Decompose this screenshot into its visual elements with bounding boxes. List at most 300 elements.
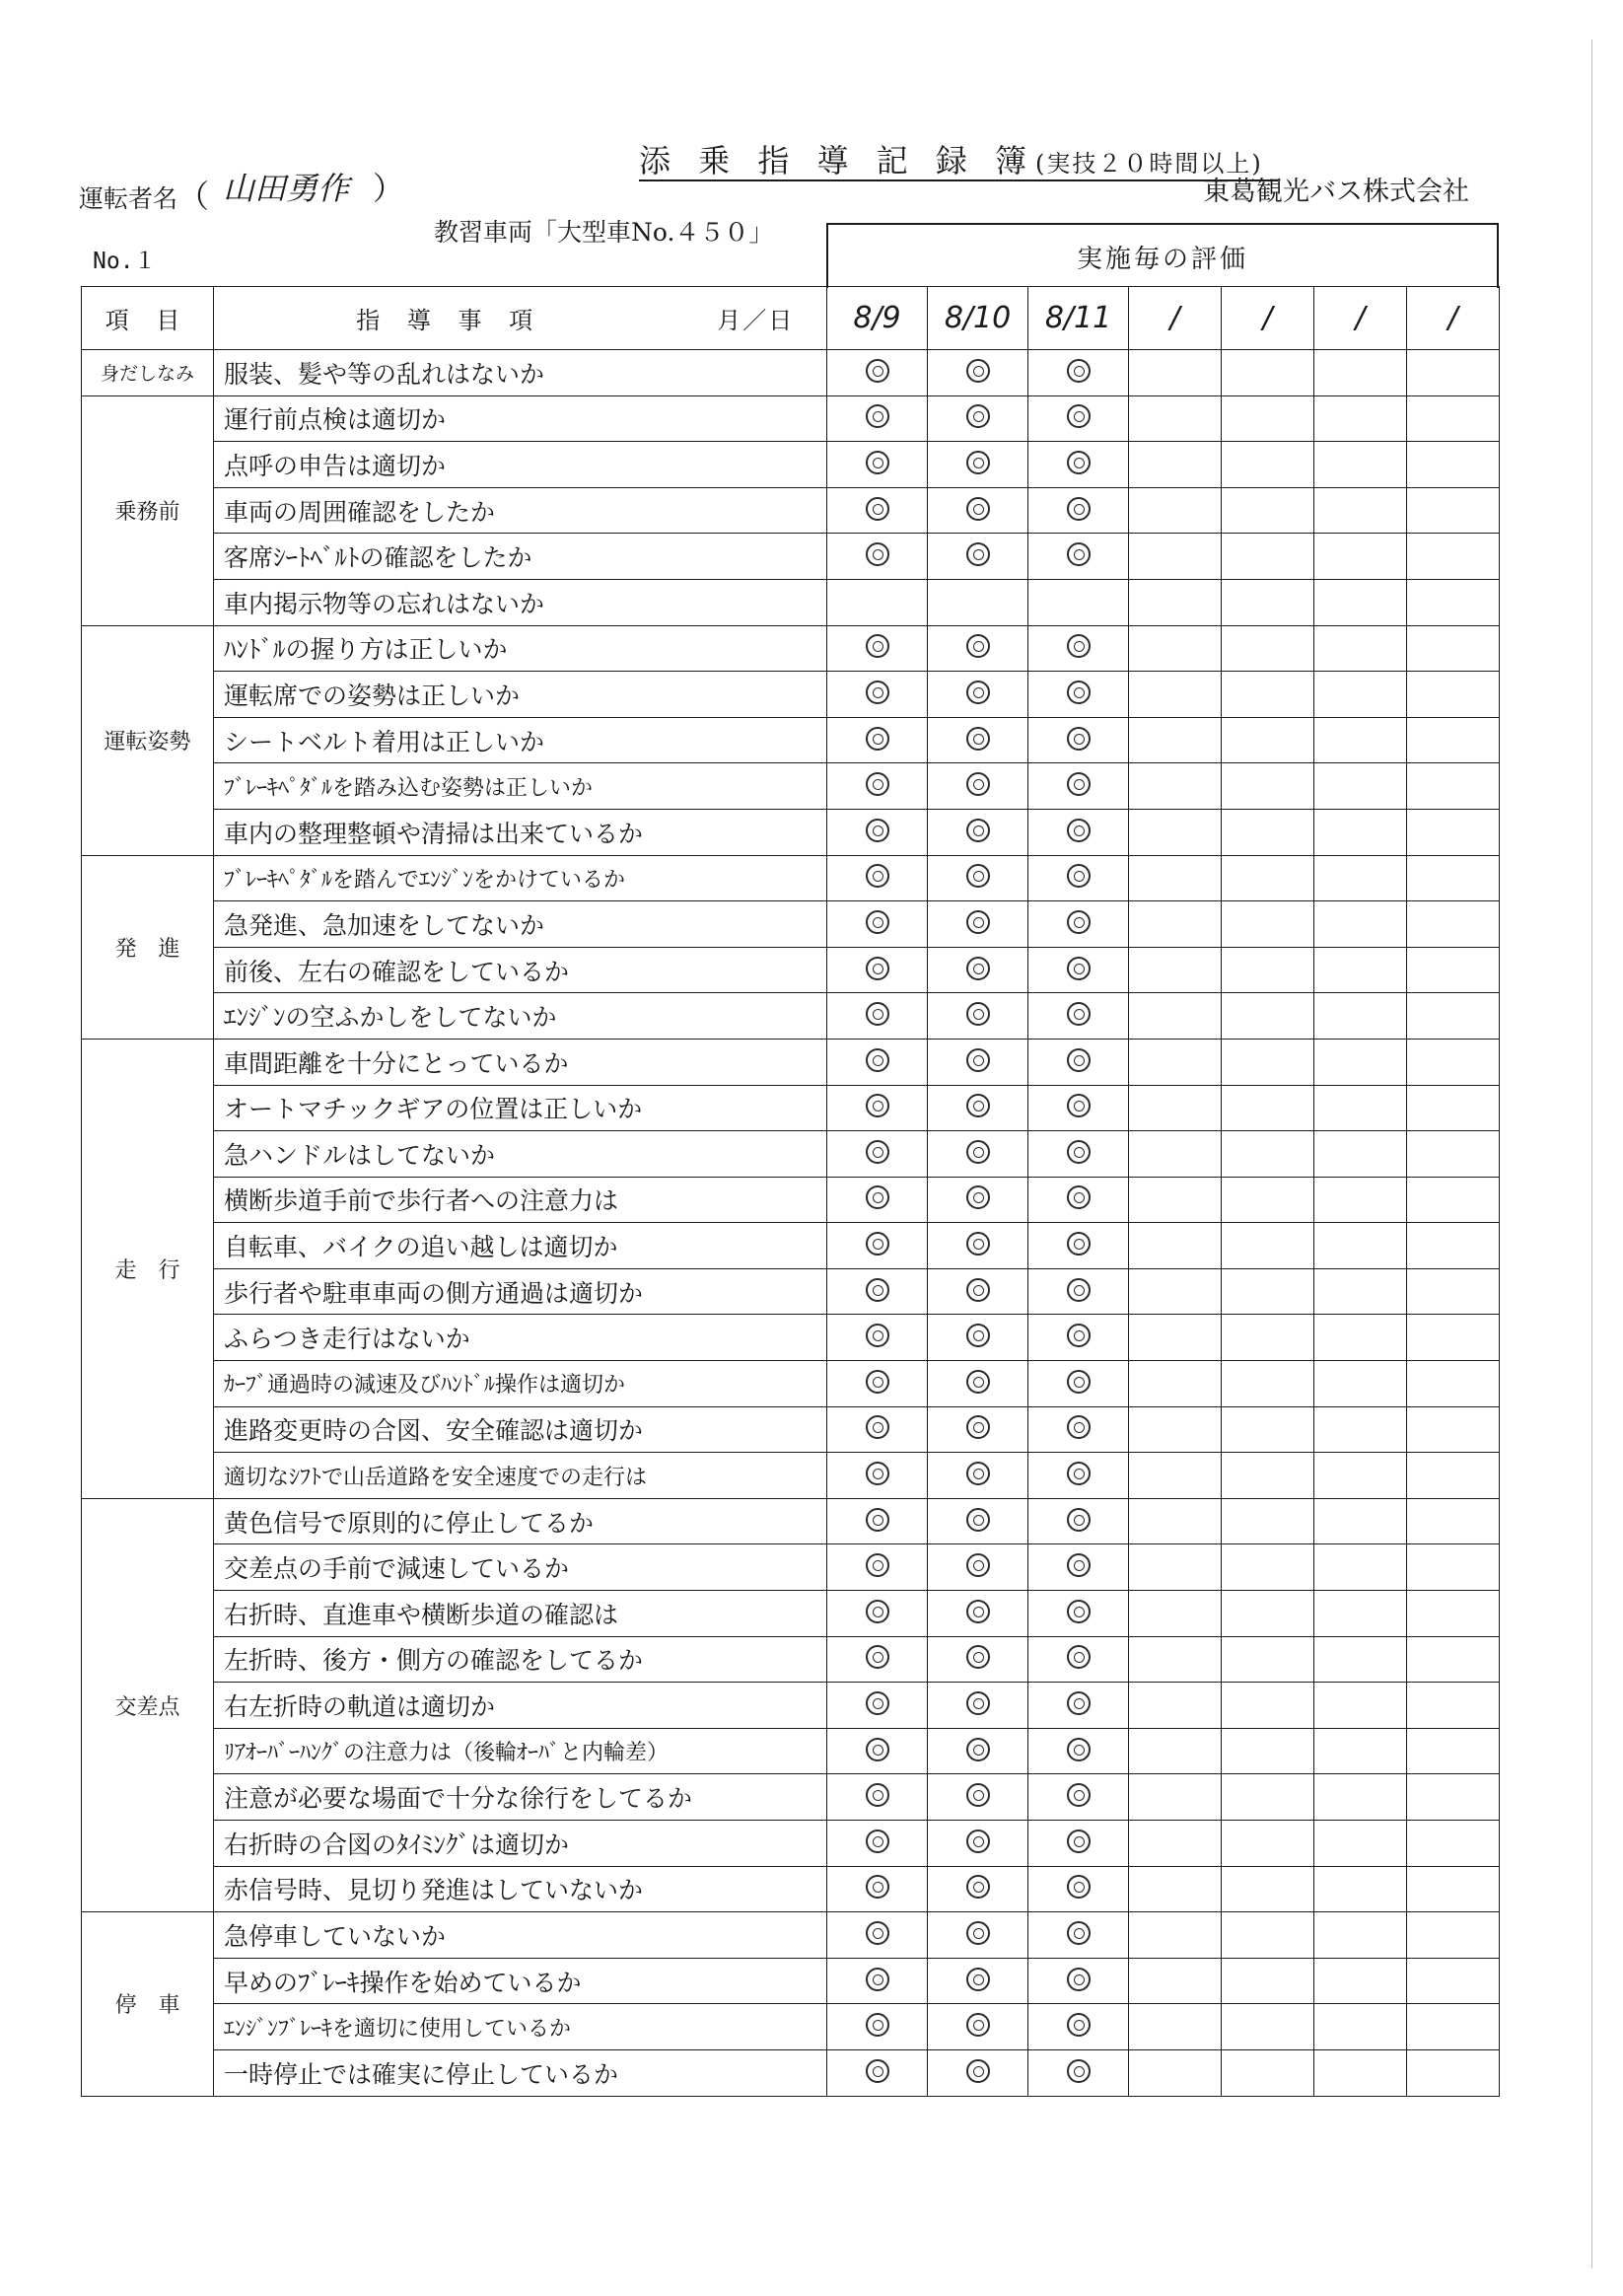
evaluation-cell [827, 855, 928, 901]
evaluation-cell [928, 1361, 1028, 1407]
double-circle-mark-icon [1067, 1324, 1091, 1347]
evaluation-cell [827, 395, 928, 442]
double-circle-mark-icon [866, 1324, 889, 1347]
evaluation-cell [928, 1544, 1028, 1591]
evaluation-cell [1407, 1774, 1500, 1821]
double-circle-mark-icon [966, 1691, 990, 1715]
evaluation-cell [827, 763, 928, 810]
double-circle-mark-icon [966, 1968, 990, 1991]
double-circle-mark-icon [966, 864, 990, 888]
checklist-row [82, 1821, 1500, 1867]
evaluation-cell [1407, 395, 1500, 442]
evaluation-cell [827, 1268, 928, 1315]
evaluation-cell [1314, 579, 1407, 625]
evaluation-cell [1129, 1774, 1222, 1821]
checklist-row [82, 534, 1500, 580]
evaluation-cell [928, 1821, 1028, 1867]
double-circle-mark-icon [866, 819, 889, 842]
guidance-item: 右左折時の軌道は適切か [214, 1683, 827, 1729]
double-circle-mark-icon [966, 1553, 990, 1577]
evaluation-cell [1222, 1683, 1314, 1729]
evaluation-cell [1222, 1131, 1314, 1178]
evaluation-cell [1314, 717, 1407, 763]
double-circle-mark-icon [966, 1645, 990, 1669]
evaluation-cell [1407, 1453, 1500, 1499]
evaluation-cell [928, 1406, 1028, 1453]
evaluation-cell [1028, 2004, 1129, 2050]
double-circle-mark-icon [1067, 1921, 1091, 1945]
guidance-item: 運行前点検は適切か [214, 395, 827, 442]
evaluation-cell [1129, 1177, 1222, 1223]
evaluation-cell [1028, 947, 1129, 993]
page-number: No.１ [93, 249, 157, 274]
double-circle-mark-icon [966, 2013, 990, 2037]
evaluation-cell [1222, 1039, 1314, 1085]
double-circle-mark-icon [1067, 634, 1091, 658]
double-circle-mark-icon [966, 957, 990, 980]
driver-name-text: 山田勇作 [223, 170, 350, 207]
double-circle-mark-icon [866, 497, 889, 521]
evaluation-cell [827, 1177, 928, 1223]
evaluation-cell [1314, 1912, 1407, 1959]
evaluation-cell [1314, 1315, 1407, 1361]
evaluation-cell [1407, 1958, 1500, 2004]
evaluation-cell [1222, 1268, 1314, 1315]
evaluation-cell [1129, 395, 1222, 442]
double-circle-mark-icon [866, 2013, 889, 2037]
evaluation-cell [1129, 855, 1222, 901]
evaluation-cell [1314, 1866, 1407, 1912]
evaluation-cell [827, 1728, 928, 1774]
evaluation-cell [827, 717, 928, 763]
evaluation-cell [928, 534, 1028, 580]
evaluation-cell [827, 1683, 928, 1729]
double-circle-mark-icon [866, 681, 889, 704]
evaluation-cell [1222, 2049, 1314, 2096]
evaluation-cell [1314, 442, 1407, 488]
evaluation-cell [1028, 2049, 1129, 2096]
evaluation-cell [1129, 1821, 1222, 1867]
checklist-row [82, 1223, 1500, 1269]
evaluation-cell [1222, 1866, 1314, 1912]
double-circle-mark-icon [1067, 1278, 1091, 1302]
evaluation-cell [928, 2049, 1028, 2096]
double-circle-mark-icon [966, 1415, 990, 1439]
double-circle-mark-icon [866, 1370, 889, 1394]
double-circle-mark-icon [1067, 404, 1091, 428]
evaluation-cell [928, 1498, 1028, 1544]
checklist-row [82, 1177, 1500, 1223]
evaluation-cell [1407, 1406, 1500, 1453]
evaluation-cell [827, 947, 928, 993]
record-table [81, 286, 1500, 2097]
evaluation-cell [1222, 1821, 1314, 1867]
evaluation-cell [1028, 1177, 1129, 1223]
guidance-item: 右折時、直進車や横断歩道の確認は [214, 1591, 827, 1637]
evaluation-cell [1314, 1453, 1407, 1499]
evaluation-cell [1407, 763, 1500, 810]
checklist-row [82, 763, 1500, 810]
evaluation-cell [1222, 763, 1314, 810]
evaluation-cell [1222, 1406, 1314, 1453]
double-circle-mark-icon [1067, 1415, 1091, 1439]
guidance-item: 車内の整理整頓や清掃は出来ているか [214, 809, 827, 855]
date-cell: / [1407, 287, 1500, 350]
checklist-row [82, 1406, 1500, 1453]
evaluation-cell [1314, 1223, 1407, 1269]
evaluation-cell [1129, 1406, 1222, 1453]
evaluation-cell [1028, 1223, 1129, 1269]
double-circle-mark-icon [966, 542, 990, 566]
guidance-item: 自転車、バイクの追い越しは適切か [214, 1223, 827, 1269]
evaluation-cell [827, 1591, 928, 1637]
evaluation-cell [1314, 947, 1407, 993]
evaluation-cell [1314, 1177, 1407, 1223]
double-circle-mark-icon [866, 1968, 889, 1991]
evaluation-cell [1028, 1683, 1129, 1729]
evaluation-cell [1129, 1498, 1222, 1544]
evaluation-cell [1407, 1177, 1500, 1223]
evaluation-cell [1314, 395, 1407, 442]
evaluation-cell [827, 487, 928, 534]
evaluation-cell [1314, 1591, 1407, 1637]
evaluation-cell [1028, 809, 1129, 855]
category-cell: 運転姿勢 [82, 625, 214, 855]
double-circle-mark-icon [966, 1232, 990, 1256]
checklist-row [82, 442, 1500, 488]
checklist-row [82, 487, 1500, 534]
evaluation-cell [1314, 1683, 1407, 1729]
guidance-item: 急ハンドルはしてないか [214, 1131, 827, 1178]
category-cell: 停 車 [82, 1912, 214, 2096]
evaluation-cell [928, 442, 1028, 488]
evaluation-cell [1129, 1866, 1222, 1912]
evaluation-cell [1129, 1591, 1222, 1637]
evaluation-cell [827, 1636, 928, 1683]
double-circle-mark-icon [966, 1185, 990, 1209]
guidance-item: オートマチックギアの位置は正しいか [214, 1085, 827, 1131]
header-item: 指 導 事 項 [214, 287, 685, 350]
evaluation-cell [1129, 901, 1222, 948]
evaluation-cell [827, 1774, 928, 1821]
checklist-row [82, 2004, 1500, 2050]
paren-open: （ [177, 178, 210, 215]
double-circle-mark-icon [1067, 1875, 1091, 1899]
evaluation-cell [1129, 672, 1222, 718]
double-circle-mark-icon [966, 359, 990, 383]
checklist-row [82, 947, 1500, 993]
evaluation-cell [1222, 1223, 1314, 1269]
double-circle-mark-icon [966, 1921, 990, 1945]
double-circle-mark-icon [866, 1738, 889, 1761]
evaluation-cell [1314, 993, 1407, 1040]
double-circle-mark-icon [866, 1691, 889, 1715]
evaluation-cell [1222, 1591, 1314, 1637]
double-circle-mark-icon [866, 404, 889, 428]
evaluation-cell [1028, 1315, 1129, 1361]
double-circle-mark-icon [866, 1232, 889, 1256]
evaluation-cell [1129, 1453, 1222, 1499]
evaluation-cell [827, 1361, 928, 1407]
double-circle-mark-icon [1067, 910, 1091, 934]
evaluation-cell [1407, 1315, 1500, 1361]
date-cell: 8/10 [928, 287, 1028, 350]
evaluation-cell [1222, 993, 1314, 1040]
title-underline [639, 179, 1278, 181]
evaluation-cell [827, 1223, 928, 1269]
evaluation-cell [1222, 1728, 1314, 1774]
evaluation-cell [1407, 809, 1500, 855]
evaluation-cell [1129, 1223, 1222, 1269]
evaluation-cell [928, 809, 1028, 855]
double-circle-mark-icon [966, 1508, 990, 1532]
category-cell: 身だしなみ [82, 350, 214, 396]
guidance-item: 横断歩道手前で歩行者への注意力は [214, 1177, 827, 1223]
double-circle-mark-icon [1067, 819, 1091, 842]
evaluation-cell [1222, 1315, 1314, 1361]
evaluation-header: 実施毎の評価 [826, 223, 1499, 288]
guidance-item: ﾌﾞﾚｰｷﾍﾟﾀﾞﾙを踏んでｴﾝｼﾞﾝをかけているか [214, 855, 827, 901]
checklist-row [82, 1866, 1500, 1912]
evaluation-cell [1028, 993, 1129, 1040]
evaluation-cell [1129, 993, 1222, 1040]
evaluation-cell [1222, 395, 1314, 442]
guidance-item: 適切なｼﾌﾄで山岳道路を安全速度での走行は [214, 1453, 827, 1499]
double-circle-mark-icon [966, 1002, 990, 1026]
evaluation-cell [928, 1131, 1028, 1178]
double-circle-mark-icon [966, 819, 990, 842]
evaluation-cell [1407, 993, 1500, 1040]
evaluation-cell [928, 487, 1028, 534]
evaluation-cell [1028, 1268, 1129, 1315]
double-circle-mark-icon [1067, 864, 1091, 888]
double-circle-mark-icon [966, 1830, 990, 1853]
double-circle-mark-icon [1067, 772, 1091, 796]
evaluation-cell [1407, 947, 1500, 993]
double-circle-mark-icon [966, 1094, 990, 1117]
guidance-item: 歩行者や駐車車両の側方通過は適切か [214, 1268, 827, 1315]
evaluation-cell [1407, 487, 1500, 534]
double-circle-mark-icon [866, 910, 889, 934]
evaluation-cell [1028, 487, 1129, 534]
evaluation-cell [1407, 1223, 1500, 1269]
evaluation-cell [1407, 1361, 1500, 1407]
evaluation-cell [1407, 901, 1500, 948]
double-circle-mark-icon [966, 727, 990, 751]
double-circle-mark-icon [866, 1553, 889, 1577]
evaluation-cell [827, 1544, 928, 1591]
double-circle-mark-icon [866, 727, 889, 751]
checklist-row [82, 1498, 1500, 1544]
evaluation-cell [1407, 625, 1500, 672]
evaluation-cell [1129, 1728, 1222, 1774]
document-title [639, 136, 1263, 181]
double-circle-mark-icon [866, 1048, 889, 1072]
checklist-row [82, 993, 1500, 1040]
evaluation-cell [827, 993, 928, 1040]
evaluation-cell [1407, 350, 1500, 396]
evaluation-cell [1407, 1821, 1500, 1867]
double-circle-mark-icon [866, 864, 889, 888]
evaluation-cell [1314, 350, 1407, 396]
evaluation-cell [1222, 1085, 1314, 1131]
evaluation-cell [1222, 855, 1314, 901]
double-circle-mark-icon [1067, 1783, 1091, 1807]
evaluation-cell [1314, 1636, 1407, 1683]
evaluation-cell [827, 1085, 928, 1131]
evaluation-cell [928, 350, 1028, 396]
evaluation-cell [928, 625, 1028, 672]
evaluation-cell [928, 1774, 1028, 1821]
evaluation-cell [1028, 579, 1129, 625]
guidance-item: 急停車していないか [214, 1912, 827, 1959]
guidance-item: 服装、髪や等の乱れはないか [214, 350, 827, 396]
guidance-item: 前後、左右の確認をしているか [214, 947, 827, 993]
evaluation-cell [1407, 579, 1500, 625]
checklist-row [82, 1131, 1500, 1178]
double-circle-mark-icon [1067, 1645, 1091, 1669]
double-circle-mark-icon [966, 2059, 990, 2083]
guidance-item: ﾘｱｵｰﾊﾞｰﾊﾝｸﾞの注意力は（後輪ｵｰﾊﾞと内輪差） [214, 1728, 827, 1774]
evaluation-cell [1028, 350, 1129, 396]
evaluation-cell [827, 1406, 928, 1453]
evaluation-cell [1407, 717, 1500, 763]
evaluation-cell [1314, 1361, 1407, 1407]
evaluation-cell [1222, 1177, 1314, 1223]
double-circle-mark-icon [1067, 1094, 1091, 1117]
evaluation-cell [1407, 672, 1500, 718]
evaluation-cell [1129, 350, 1222, 396]
double-circle-mark-icon [866, 1645, 889, 1669]
evaluation-cell [1222, 1774, 1314, 1821]
evaluation-cell [1028, 1866, 1129, 1912]
guidance-item: 黄色信号で原則的に停止してるか [214, 1498, 827, 1544]
evaluation-cell [827, 1315, 928, 1361]
guidance-item: 交差点の手前で減速しているか [214, 1544, 827, 1591]
evaluation-cell [1129, 1268, 1222, 1315]
company-name: 東葛観光バス株式会社 [1203, 177, 1469, 207]
evaluation-cell [928, 1223, 1028, 1269]
evaluation-cell [1407, 1683, 1500, 1729]
guidance-item: 早めのﾌﾞﾚｰｷ操作を始めているか [214, 1958, 827, 2004]
evaluation-cell [1222, 1636, 1314, 1683]
evaluation-cell [1222, 487, 1314, 534]
evaluation-cell [1028, 1728, 1129, 1774]
checklist-row [82, 1268, 1500, 1315]
evaluation-cell [1314, 1958, 1407, 2004]
evaluation-cell [1129, 579, 1222, 625]
date-cell: / [1129, 287, 1222, 350]
evaluation-cell [1129, 487, 1222, 534]
evaluation-cell [1028, 1912, 1129, 1959]
driver-name-handwritten [223, 164, 404, 209]
paren-close: ） [373, 170, 405, 207]
evaluation-cell [1129, 1085, 1222, 1131]
evaluation-cell [1407, 1268, 1500, 1315]
double-circle-mark-icon [1067, 2013, 1091, 2037]
double-circle-mark-icon [966, 1462, 990, 1485]
evaluation-cell [827, 1498, 928, 1544]
evaluation-cell [1407, 1636, 1500, 1683]
double-circle-mark-icon [866, 2059, 889, 2083]
double-circle-mark-icon [1067, 1002, 1091, 1026]
evaluation-cell [928, 1453, 1028, 1499]
evaluation-cell [1028, 625, 1129, 672]
evaluation-cell [1222, 442, 1314, 488]
guidance-item: 一時停止では確実に停止しているか [214, 2049, 827, 2096]
evaluation-cell [1028, 1453, 1129, 1499]
evaluation-cell [1028, 672, 1129, 718]
evaluation-cell [1314, 855, 1407, 901]
double-circle-mark-icon [866, 772, 889, 796]
double-circle-mark-icon [966, 634, 990, 658]
double-circle-mark-icon [1067, 1048, 1091, 1072]
guidance-item: 右折時の合図のﾀｲﾐﾝｸﾞは適切か [214, 1821, 827, 1867]
evaluation-cell [1129, 534, 1222, 580]
evaluation-cell [1028, 1821, 1129, 1867]
evaluation-cell [1222, 1544, 1314, 1591]
evaluation-cell [1129, 1131, 1222, 1178]
double-circle-mark-icon [1067, 681, 1091, 704]
evaluation-cell [1028, 901, 1129, 948]
checklist-row [82, 1774, 1500, 1821]
evaluation-cell [1314, 2049, 1407, 2096]
evaluation-cell [928, 579, 1028, 625]
double-circle-mark-icon [1067, 2059, 1091, 2083]
evaluation-cell [1222, 1958, 1314, 2004]
evaluation-cell [1222, 534, 1314, 580]
checklist-row [82, 1591, 1500, 1637]
checklist-row [82, 672, 1500, 718]
evaluation-cell [1222, 2004, 1314, 2050]
evaluation-cell [1129, 947, 1222, 993]
evaluation-cell [1129, 625, 1222, 672]
double-circle-mark-icon [1067, 727, 1091, 751]
evaluation-cell [1314, 1131, 1407, 1178]
evaluation-cell [1129, 1958, 1222, 2004]
header-date-label: 月／日 [685, 287, 827, 350]
evaluation-cell [928, 1177, 1028, 1223]
double-circle-mark-icon [866, 1140, 889, 1164]
double-circle-mark-icon [1067, 1553, 1091, 1577]
double-circle-mark-icon [966, 1370, 990, 1394]
checklist-row [82, 625, 1500, 672]
evaluation-cell [1314, 672, 1407, 718]
double-circle-mark-icon [866, 1094, 889, 1117]
evaluation-cell [1407, 1085, 1500, 1131]
checklist-row [82, 1912, 1500, 1959]
checklist-row [82, 350, 1500, 396]
checklist-row [82, 717, 1500, 763]
evaluation-cell [1407, 1591, 1500, 1637]
double-circle-mark-icon [1067, 957, 1091, 980]
double-circle-mark-icon [966, 772, 990, 796]
double-circle-mark-icon [966, 681, 990, 704]
evaluation-cell [1129, 1544, 1222, 1591]
double-circle-mark-icon [966, 1324, 990, 1347]
evaluation-cell [1407, 1131, 1500, 1178]
evaluation-cell [928, 1866, 1028, 1912]
checklist-row [82, 1039, 1500, 1085]
guidance-item: 注意が必要な場面で十分な徐行をしてるか [214, 1774, 827, 1821]
date-cell: 8/9 [827, 287, 928, 350]
evaluation-cell [928, 901, 1028, 948]
guidance-item: 点呼の申告は適切か [214, 442, 827, 488]
double-circle-mark-icon [1067, 1830, 1091, 1853]
evaluation-cell [1407, 1912, 1500, 1959]
guidance-item: 運転席での姿勢は正しいか [214, 672, 827, 718]
evaluation-cell [827, 579, 928, 625]
